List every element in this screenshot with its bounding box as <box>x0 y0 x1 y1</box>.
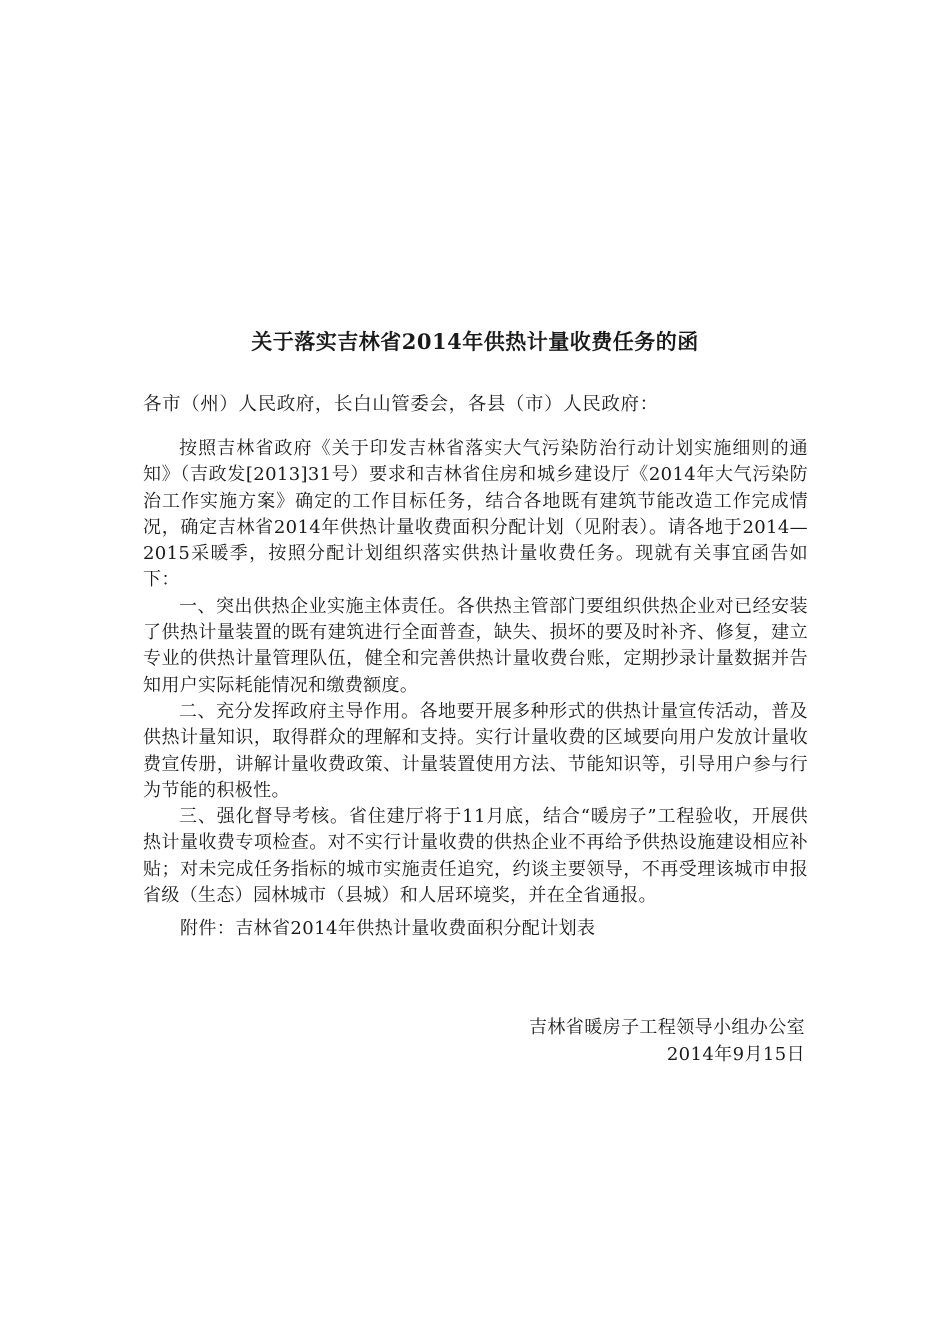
issue-date: 2014年9月15日 <box>666 1044 805 1065</box>
attachment-note: 附件：吉林省2014年供热计量收费面积分配计划表 <box>180 918 596 939</box>
paragraph-item-2: 二、充分发挥政府主导作用。各地要开展多种形式的供热计量宣传活动，普及供热计量知识，取得群众的理解和支持。实行计量收费的区域要向用户发放计量收费宣传册，讲解计量收费政策、计量装置使用方法、节能知识等，引导用户参与行为节能的积极性。 <box>143 700 808 801</box>
signature-block <box>529 1014 805 1068</box>
paragraph-item-3: 三、强化督导考核。省住建厅将于11月底，结合“暖房子”工程验收，开展供热计量收费专项检查。对不实行计量收费的供热企业不再给予供热设施建设相应补贴；对未完成任务指标的城市实施责任追究，约谈主要领导，不再受理该城市申报省级（生态）园林城市（县城）和人居环境奖，并在全省通报。 <box>143 806 808 907</box>
paragraph-item-1: 一、突出供热企业实施主体责任。各供热主管部门要组织供热企业对已经安装了供热计量装置的既有建筑进行全面普查，缺失、损坏的要及时补齐、修复，建立专业的供热计量管理队伍，健全和完善供热计量收费台账，定期抄录计量数据并告知用户实际耗能情况和缴费额度。 <box>143 595 808 696</box>
issuing-office: 吉林省暖房子工程领导小组办公室 <box>529 1017 805 1038</box>
document-title: 关于落实吉林省2014年供热计量收费任务的函 <box>251 329 699 354</box>
document-body <box>143 436 808 909</box>
salutation: 各市（州）人民政府，长白山管委会，各县（市）人民政府： <box>143 394 659 415</box>
paragraph-intro: 按照吉林省政府《关于印发吉林省落实大气污染防治行动计划实施细则的通知》（吉政发[2013]31号）要求和吉林省住房和城乡建设厅《2014年大气污染防治工作实施方案》确定的工作目标任务，结合各地既有建筑节能改造工作完成情况，确定吉林省2014年供热计量收费面积分配计划（见附表）。请各地于2014—2015采暖季，按照分配计划组织落实供热计量收费任务。现就有关事宜函告如下： <box>143 438 808 591</box>
